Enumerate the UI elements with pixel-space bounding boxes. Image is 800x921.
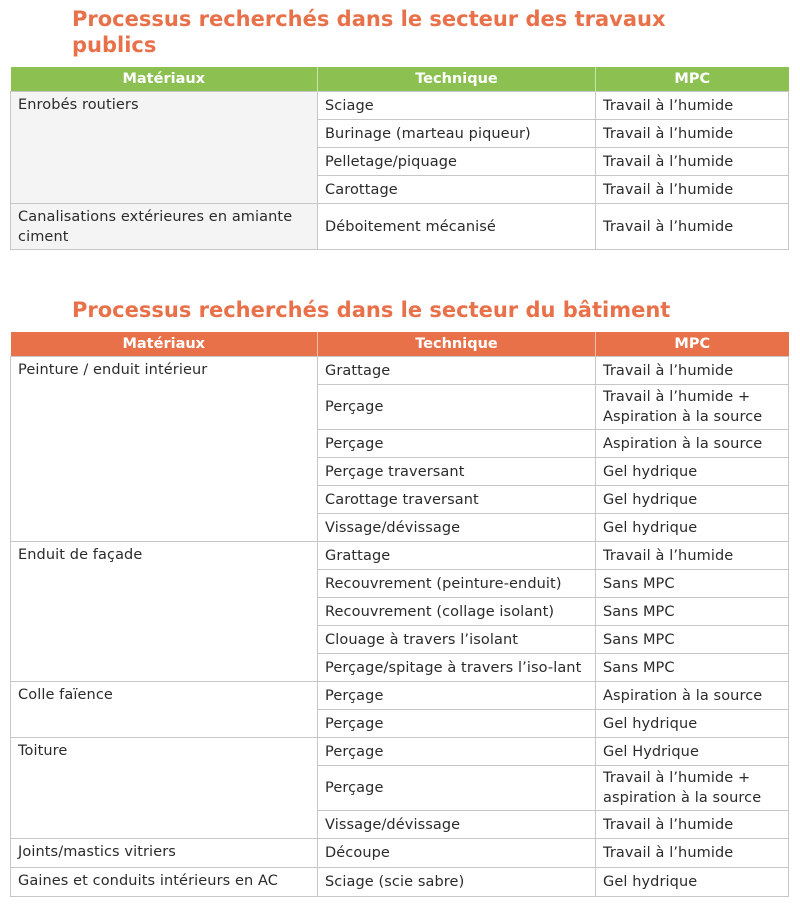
mpc-cell: Sans MPC [596, 570, 789, 598]
technique-cell: Perçage [318, 430, 596, 458]
technique-cell: Perçage/spitage à travers l’iso-lant [318, 654, 596, 682]
technique-cell: Sciage (scie sabre) [318, 868, 596, 897]
mpc-cell: Gel hydrique [596, 514, 789, 542]
technique-cell: Pelletage/piquage [318, 148, 596, 176]
material-cell: Gaines et conduits intérieurs en AC [11, 868, 318, 897]
mpc-cell: Travail à l’humide [596, 92, 789, 120]
mpc-cell: Sans MPC [596, 626, 789, 654]
material-cell: Toiture [11, 738, 318, 839]
technique-cell: Perçage [318, 738, 596, 766]
mpc-cell: Travail à l’humide [596, 811, 789, 839]
mpc-cell: Gel Hydrique [596, 738, 789, 766]
technique-cell: Découpe [318, 839, 596, 868]
table-row [11, 738, 789, 766]
table-row [11, 868, 789, 897]
technique-cell: Perçage traversant [318, 458, 596, 486]
table-row [11, 357, 789, 385]
table-row [11, 839, 789, 868]
technique-cell: Clouage à travers l’isolant [318, 626, 596, 654]
table-header-row [11, 67, 789, 92]
technique-cell: Recouvrement (collage isolant) [318, 598, 596, 626]
mpc-cell: Sans MPC [596, 654, 789, 682]
column-header-mpc: MPC [596, 332, 789, 357]
technique-cell: Grattage [318, 542, 596, 570]
column-header-technique: Technique [318, 332, 596, 357]
technique-cell: Grattage [318, 357, 596, 385]
table-batiment [10, 332, 789, 897]
technique-cell: Sciage [318, 92, 596, 120]
column-header-mpc: MPC [596, 67, 789, 92]
material-cell: Peinture / enduit intérieur [11, 357, 318, 542]
technique-cell: Perçage [318, 766, 596, 811]
table-travaux-publics [10, 67, 789, 250]
mpc-cell: Travail à l’humide [596, 148, 789, 176]
mpc-cell: Aspiration à la source [596, 682, 789, 710]
material-cell: Enduit de façade [11, 542, 318, 682]
table-row [11, 92, 789, 120]
mpc-cell: Gel hydrique [596, 486, 789, 514]
mpc-cell: Travail à l’humide + aspiration à la source [596, 766, 789, 811]
mpc-cell: Gel hydrique [596, 458, 789, 486]
material-cell: Enrobés routiers [11, 92, 318, 204]
column-header-materiaux: Matériaux [11, 67, 318, 92]
technique-cell: Burinage (marteau piqueur) [318, 120, 596, 148]
table-row [11, 204, 789, 250]
mpc-cell: Travail à l’humide [596, 542, 789, 570]
technique-cell: Carottage [318, 176, 596, 204]
technique-cell: Vissage/dévissage [318, 811, 596, 839]
mpc-cell: Aspiration à la source [596, 430, 789, 458]
column-header-technique: Technique [318, 67, 596, 92]
technique-cell: Perçage [318, 710, 596, 738]
mpc-cell: Travail à l’humide [596, 120, 789, 148]
technique-cell: Perçage [318, 385, 596, 430]
mpc-cell: Gel hydrique [596, 868, 789, 897]
material-cell: Joints/mastics vitriers [11, 839, 318, 868]
mpc-cell: Travail à l’humide [596, 204, 789, 250]
mpc-cell: Gel hydrique [596, 710, 789, 738]
table-row [11, 682, 789, 710]
mpc-cell: Travail à l’humide + Aspiration à la source [596, 385, 789, 430]
technique-cell: Vissage/dévissage [318, 514, 596, 542]
section-title-travaux-publics: Processus recherchés dans le secteur des travaux publics [72, 7, 666, 57]
mpc-cell: Travail à l’humide [596, 357, 789, 385]
table-row [11, 542, 789, 570]
mpc-cell: Travail à l’humide [596, 839, 789, 868]
mpc-cell: Travail à l’humide [596, 176, 789, 204]
column-header-materiaux: Matériaux [11, 332, 318, 357]
material-cell: Colle faïence [11, 682, 318, 738]
technique-cell: Perçage [318, 682, 596, 710]
section-title-batiment: Processus recherchés dans le secteur du bâtiment [72, 298, 671, 322]
material-cell: Canalisations extérieures en amiante ciment [11, 204, 318, 250]
technique-cell: Déboitement mécanisé [318, 204, 596, 250]
table-header-row [11, 332, 789, 357]
technique-cell: Carottage traversant [318, 486, 596, 514]
technique-cell: Recouvrement (peinture-enduit) [318, 570, 596, 598]
mpc-cell: Sans MPC [596, 598, 789, 626]
